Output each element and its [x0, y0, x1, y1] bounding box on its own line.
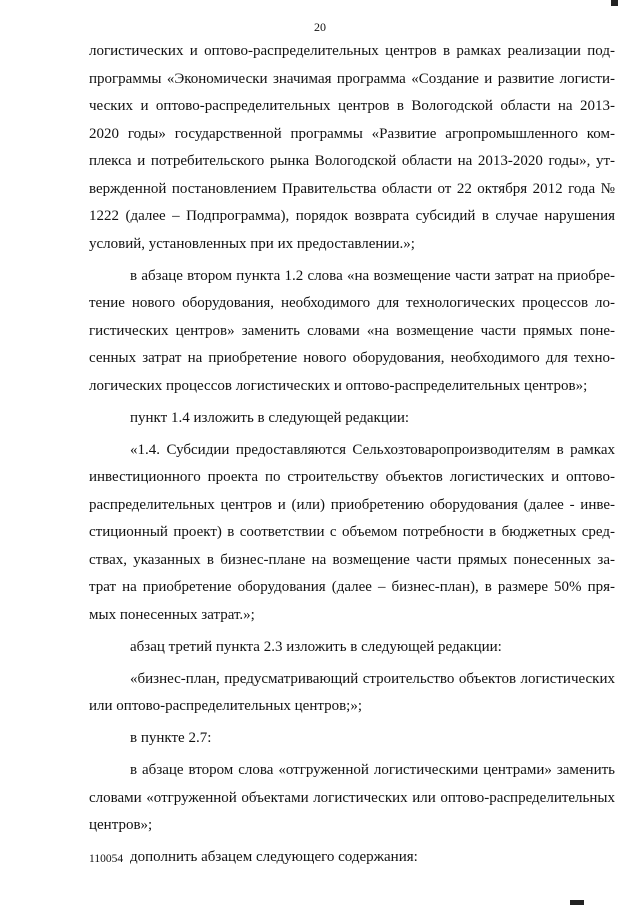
document-body	[89, 38, 615, 876]
paragraph-item-2-3-intro: абзац третий пункта 2.3 изложить в следующей редакции:	[130, 638, 502, 655]
scan-corner-mark-bottom	[570, 900, 584, 905]
paragraph-item-2-7-text: в абзаце втором слова «отгруженной логистическими центрами» заменить словами «отгруженной объектами логистических или оптово-распределительных центров»;	[89, 762, 615, 833]
paragraph-add-clause: дополнить абзацем следующего содержания:	[130, 849, 418, 865]
document-code: 110054	[89, 853, 124, 865]
page-number: 20	[314, 20, 326, 34]
paragraph-item-1-4-intro: пункт 1.4 изложить в следующей редакции:	[130, 409, 410, 426]
paragraph-item-2-7-intro: в пункте 2.7:	[130, 730, 212, 746]
scan-corner-mark-top	[611, 0, 618, 6]
paragraph-item-1-4-text: «1.4. Субсидии предоставляются Сельхозтоваропроизводителям в рамках инвестиционного проекта по строительству объектов логистических и оптово-распределительных центров и (или) приобретению оборудования (далее - инве-стиционный проект) в соответствии с объемом потребности в бюджетных сред-ствах, указанных в бизнес-плане на возмещение части прямых понесенных за-трат на приобретение оборудования (далее – бизнес-план), в размере 50% пря-мых понесенных затрат.»;	[89, 441, 615, 623]
paragraph-item-2-3-text: «бизнес-план, предусматривающий строительство объектов логистических или оптово-распределительных центров;»;	[89, 670, 615, 714]
paragraph-continuation: логистических и оптово-распределительных центров в рамках реализации под-программы «Экономически значимая программа «Создание и развитие логисти-ческих и оптово-распределительных центров в Вологодской области на 2013-2020 годы» государственной программы «Развитие агропромышленного ком-плекса и потребительского рынка Вологодской области на 2013-2020 годы», ут-вержденной постановлением Правительства области от 22 октября 2012 года № 1222 (далее – Подпрограмма), порядок возврата субсидий в случае нарушения условий, установленных при их предоставлении.»;	[89, 43, 615, 252]
paragraph-item-1-2: в абзаце втором пункта 1.2 слова «на возмещение части затрат на приобре-тение нового оборудования, необходимого для технологических процессов ло-гистических центров» заменить словами «на возмещение части прямых поне-сенных затрат на приобретение нового оборудования, необходимого для техно-логических процессов логистических и оптово-распределительных центров»;	[89, 267, 615, 394]
